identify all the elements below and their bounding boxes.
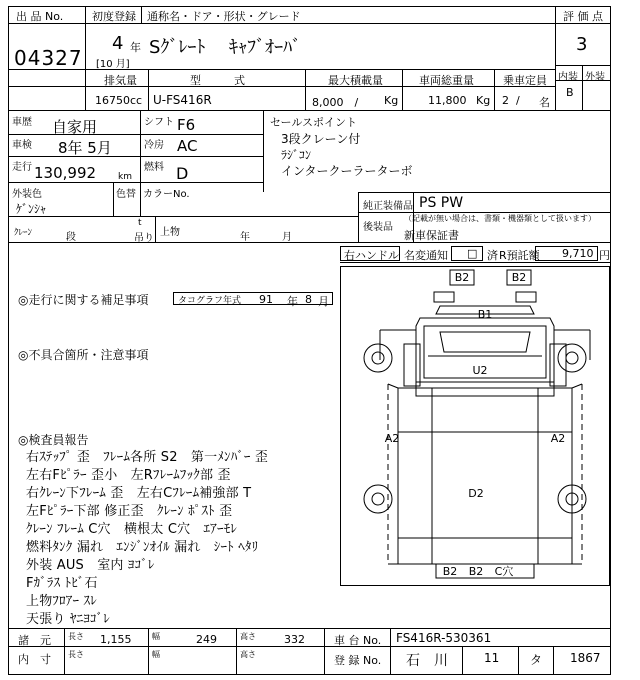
defects-heading: ◎不具合箇所・注意事項 (18, 348, 149, 362)
crane-ton-unit: t (138, 218, 142, 228)
inner-width-label: 幅 (152, 650, 160, 659)
right-door (550, 344, 566, 386)
first-reg-label: 初度登録 (92, 10, 136, 23)
disp-label: 排気量 (104, 74, 137, 87)
reg-year-unit: 年 (130, 41, 141, 54)
rule (155, 216, 156, 242)
sales-point-line: 3段クレーン付 (281, 132, 361, 146)
model-label: 通称名・ドア・形状・グレード (147, 10, 301, 23)
equip-value: PS PW (419, 195, 464, 211)
rule (494, 69, 495, 110)
left-door (404, 344, 420, 386)
report-line: 外装 AUS 室内 ﾖｺﾞﾚ (26, 558, 155, 573)
mileage-label: 走行 (12, 162, 32, 173)
reg-place: 石 川 (406, 653, 448, 669)
damage-tag-a2-right: A2 (550, 432, 566, 445)
tacho-year: 91 (259, 293, 273, 306)
rule (64, 628, 65, 674)
rule (141, 6, 142, 23)
report-line: 上物ﾌﾛｱｰ ｽﾚ (26, 594, 97, 609)
load-unit: Kg (384, 94, 399, 107)
right-mirror (516, 292, 536, 302)
rule (390, 628, 391, 674)
disp-value: 16750 (95, 94, 130, 107)
fuel-label: 燃料 (144, 162, 164, 173)
crane-stage: 段 (66, 232, 76, 243)
inspector-report-heading: ◎検査員報告 (18, 433, 89, 447)
rule (518, 646, 519, 674)
color-value: ｹﾞﾝｼｬ (16, 202, 47, 216)
capacity-unit: 名 (539, 96, 550, 109)
interior-label: 内装 (558, 72, 578, 83)
crane-hoist: 吊り (134, 233, 154, 244)
aftermarket-note: （記載が無い場合は、書類・機器類として扱います） (404, 214, 596, 223)
rear-left-hub (372, 493, 384, 505)
report-line: 天張り ﾔﾆﾖｺﾞﾚ (26, 612, 110, 627)
chassis-value: FS416R-530361 (396, 631, 492, 645)
mileage-unit: km (118, 172, 132, 182)
width-value: 249 (196, 633, 217, 646)
rule (402, 69, 403, 110)
rule (324, 628, 325, 674)
type-value: U-FS416R (153, 93, 212, 107)
crane-label: ｸﾚｰﾝ (14, 228, 33, 238)
inspection-label: 車検 (12, 140, 32, 151)
color-change-label: 色替 (116, 189, 136, 200)
reg-class: 11 (484, 651, 500, 665)
damage-tag-a2-left: A2 (384, 432, 400, 445)
shift-label: シフト (144, 117, 174, 128)
rule (553, 646, 554, 674)
damage-tag-rear-b2: B2 (468, 565, 484, 578)
chassis-label: 車 台 No. (334, 634, 382, 647)
rule (148, 628, 149, 674)
load-label: 最大積載量 (328, 74, 383, 87)
report-line: 燃料ﾀﾝｸ 漏れ ｴﾝｼﾞﾝｵｲﾙ 漏れ ｼｰﾄ ﾍﾀﾘ (26, 540, 259, 555)
damage-tag-b2-right: B2 (511, 271, 527, 284)
capacity-label: 乗車定員 (503, 74, 547, 87)
front-right-hub (566, 352, 578, 364)
rule (8, 182, 263, 183)
sales-point-line: ﾗｼﾞｺﾝ (281, 148, 312, 162)
shift-value: F6 (177, 116, 196, 134)
damage-tag-b2-left: B2 (454, 271, 470, 284)
tacho-label: タコグラフ年式 (178, 296, 242, 306)
inspection-value: 8年 5月 (58, 139, 112, 157)
frame-bottom (8, 674, 611, 675)
capacity-value: 2 (502, 94, 509, 107)
rule (305, 69, 306, 110)
mileage-value: 130,992 (34, 164, 97, 182)
gross-label: 車両総重量 (419, 74, 474, 87)
inner-length-label: 長さ (68, 650, 84, 659)
rule (236, 628, 237, 674)
rule (140, 110, 141, 182)
front-left-wheel (364, 344, 392, 372)
front-right-wheel (558, 344, 586, 372)
reg-month: [10 月] (96, 59, 130, 70)
name-change-label: 名変通知 (404, 249, 448, 262)
sales-point-label: セールスポイント (270, 116, 358, 129)
report-line: 左Fﾋﾟﾗｰ下部 修正歪 ｸﾚｰﾝ ﾎﾟｽﾄ 歪 (26, 504, 233, 519)
rule (582, 65, 583, 110)
inner-height-label: 高さ (240, 650, 256, 659)
score-label: 評 価 点 (563, 10, 603, 23)
rule (462, 646, 463, 674)
rule (8, 628, 611, 629)
rule (8, 156, 263, 157)
history-label: 車歴 (12, 117, 32, 128)
name-change-checkbox[interactable]: □ (467, 247, 478, 260)
recycle-label: R預託額 (499, 249, 540, 262)
rule (148, 69, 149, 110)
tacho-year-unit: 年 (287, 295, 298, 308)
damage-tag-b1: B1 (477, 308, 493, 321)
score-value: 3 (576, 34, 588, 55)
gross-value: 11,800 (428, 94, 467, 107)
rule (358, 192, 611, 193)
rule (555, 6, 556, 111)
left-mirror (434, 292, 454, 302)
tacho-month-unit: 月 (318, 295, 329, 308)
ac-label: 冷房 (144, 140, 164, 151)
height-value: 332 (284, 633, 305, 646)
rule (140, 182, 141, 216)
rule (8, 69, 555, 70)
color-no-label: カラーNo. (143, 189, 190, 200)
yen-unit: 円 (599, 249, 610, 262)
gate-hinges (388, 384, 582, 564)
history-value: 自家用 (52, 118, 98, 136)
top-label: 上物 (160, 227, 180, 238)
tacho-month: 8 (305, 293, 312, 306)
capacity-sep: / (516, 94, 520, 107)
equip-label: 純正装備品 (363, 201, 413, 212)
report-line: 右ｽﾃｯﾌﾟ 歪 ﾌﾚｰﾑ各所 S2 第一ﾒﾝﾊﾞｰ 歪 (26, 450, 269, 465)
length-label: 長さ (68, 632, 84, 641)
damage-tag-rear-c: C穴 (494, 565, 514, 578)
recycle-status: 済 (487, 249, 498, 262)
rule (8, 216, 358, 217)
lot-no: 04327 (14, 46, 83, 70)
height-label: 高さ (240, 632, 256, 641)
under-area (416, 382, 554, 396)
frame-left (8, 6, 9, 675)
damage-tag-u2: U2 (472, 364, 488, 377)
report-line: 左右Fﾋﾟﾗｰ 歪小 左Rﾌﾚｰﾑﾌｯｸ部 歪 (26, 468, 231, 483)
load-value: 8,000 / (312, 96, 359, 109)
gross-unit: Kg (476, 94, 491, 107)
color-label: 外装色 (12, 189, 42, 200)
cab-windshield (440, 332, 530, 352)
warranty: 新車保証書 (404, 229, 459, 242)
frame-right (610, 6, 611, 675)
rule (263, 110, 264, 192)
type-label: 型 式 (190, 74, 245, 87)
truck-diagram (340, 266, 610, 586)
sales-point-line: インタークーラーターボ (281, 164, 413, 178)
damage-tag-rear-b2: B2 (442, 565, 458, 578)
interior-grade: B (566, 86, 574, 99)
vehicle-name: Sｸﾞﾚｰﾄ ｷｬﾌﾞｵｰﾊﾞ (149, 37, 302, 58)
report-line: ｸﾚｰﾝ ﾌﾚｰﾑ C穴 横根太 C穴 ｴｱｰﾓﾚ (26, 522, 238, 537)
report-line: Fｶﾞﾗｽ ﾄﾋﾞ石 (26, 576, 98, 591)
reg-number: 1867 (570, 651, 601, 665)
rule (8, 646, 611, 647)
front-left-hub (372, 352, 384, 364)
damage-tag-d2: D2 (468, 487, 484, 500)
rule (8, 134, 263, 135)
handle-value: 右ハンドル (344, 249, 399, 262)
reg-year: 4 (112, 33, 124, 54)
rule (358, 192, 359, 242)
exterior-label: 外装 (585, 72, 605, 83)
inner-dim-label: 内 寸 (18, 653, 51, 666)
rule (8, 242, 611, 243)
ac-value: AC (177, 137, 198, 155)
lot-no-label: 出 品 No. (16, 10, 64, 23)
length-value: 1,155 (100, 633, 132, 646)
rule (85, 6, 86, 111)
top-month-unit: 月 (282, 232, 292, 243)
reg-no-label: 登 録 No. (334, 654, 382, 667)
fuel-value: D (176, 164, 189, 183)
driving-notes-heading: ◎走行に関する補足事項 (18, 293, 149, 307)
rule (113, 182, 114, 216)
width-label: 幅 (152, 632, 160, 641)
dimensions-label: 諸 元 (18, 634, 51, 647)
reg-kana: タ (530, 653, 543, 667)
report-line: 右ｸﾚｰﾝ下ﾌﾚｰﾑ 歪 左右Cﾌﾚｰﾑ補強部 T (26, 486, 252, 501)
top-year-unit: 年 (240, 232, 250, 243)
rule (8, 110, 611, 111)
rule (555, 65, 611, 66)
aftermarket-label: 後装品 (363, 222, 393, 233)
frame-top (8, 6, 611, 7)
disp-unit: cc (130, 94, 143, 107)
recycle-amount: 9,710 (562, 247, 594, 260)
